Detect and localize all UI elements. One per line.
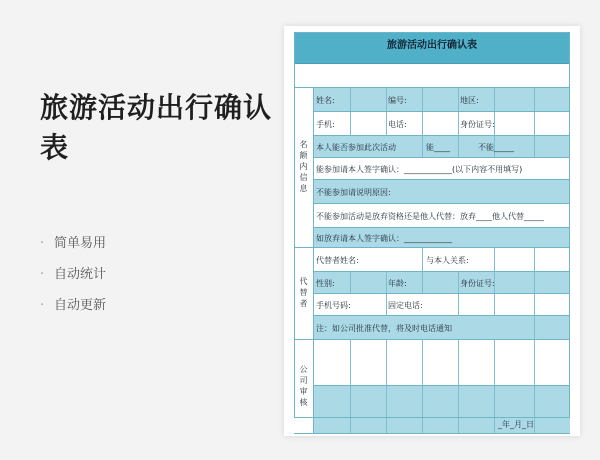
sub-phone-label: 手机号码: [316, 301, 351, 310]
bullet-dot-icon: · [40, 298, 45, 313]
table-row [294, 386, 570, 434]
relation-label: 与本人关系: [426, 256, 469, 265]
age-label: 年龄: [388, 279, 407, 288]
bullet-dot-icon: · [40, 267, 45, 282]
feature-item: · 自动统计 [40, 259, 106, 290]
table-row [294, 294, 570, 316]
date-field: _年_月_日 [498, 420, 534, 429]
feature-item: · 自动更新 [40, 290, 106, 321]
giveup-sign-label: 如放弃请本人签字确认：____________ [316, 234, 452, 243]
header-blank-row [294, 64, 570, 88]
bullet-dot-icon: · [40, 236, 45, 251]
table-row [294, 204, 570, 228]
reason-label: 不能参加请说明原因: [316, 188, 391, 197]
slide-title: 旅游活动出行确认表 [40, 91, 273, 164]
table-row [294, 272, 570, 294]
note-text: 注：如公司批准代替，将及时电话通知 [316, 324, 452, 333]
form-title: 旅游活动出行确认表 [294, 32, 570, 64]
table-row [294, 180, 570, 204]
feature-list [40, 228, 106, 321]
giveup-label: 不能参加活动是放弃资格还是他人代替：放弃____他人代替_____ [316, 212, 544, 221]
section-label-quota: 名额内信息 [294, 88, 314, 248]
name-label: 姓名: [316, 96, 335, 105]
feature-item: · 简单易用 [40, 228, 106, 259]
sub-tel-label: 固定电话: [388, 301, 423, 310]
region-label: 地区: [460, 96, 479, 105]
gender-label: 性别: [316, 279, 335, 288]
table-row [294, 340, 570, 386]
can-option: 能____ [426, 143, 450, 152]
cannot-option: 不能_____ [478, 143, 514, 152]
table-row [294, 158, 570, 180]
attend-label: 本人能否参加此次活动 [316, 143, 396, 152]
number-label: 编号: [388, 96, 407, 105]
section-label-company: 公司审核 [294, 340, 314, 434]
table-row [294, 316, 570, 340]
form-preview [284, 26, 580, 436]
table-row [294, 228, 570, 248]
table-row [294, 112, 570, 136]
table-row [294, 248, 570, 272]
id-label: 身份证号: [460, 120, 495, 129]
sub-name-label: 代替者姓名: [316, 256, 359, 265]
phone-label: 手机: [316, 120, 335, 129]
sub-id-label: 身份证号: [460, 279, 495, 288]
section-label-substitute: 代替者 [294, 248, 314, 340]
table-row [294, 136, 570, 158]
can-sign-label: 能参加请本人签字确认：____________(以下内容不用填写) [316, 165, 523, 174]
tel-label: 电话: [388, 120, 407, 129]
table-row [294, 88, 570, 112]
